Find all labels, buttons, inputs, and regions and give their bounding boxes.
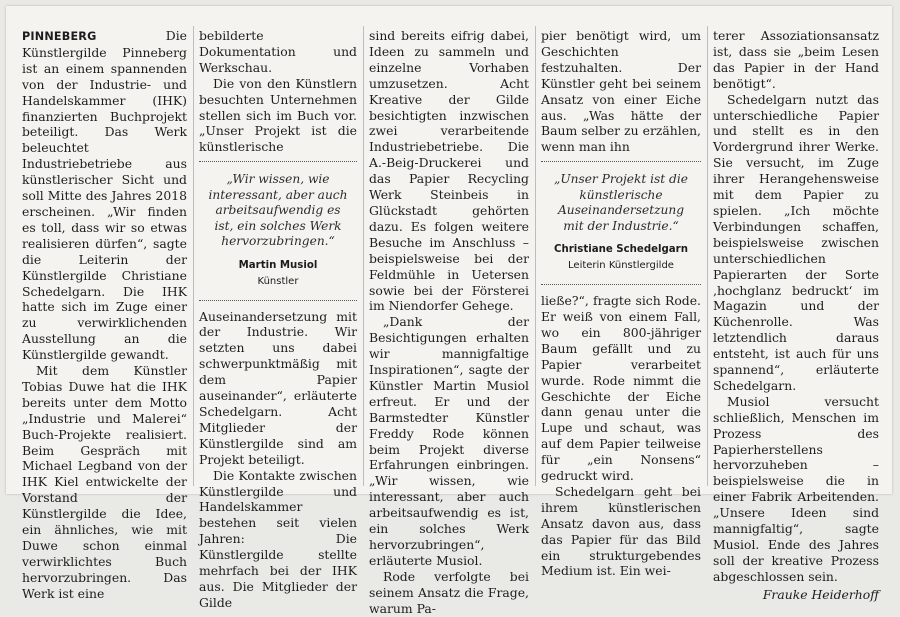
column-divider	[363, 26, 364, 486]
column-divider	[535, 26, 536, 486]
dateline: PINNEBERG	[22, 30, 97, 43]
paragraph: Die Kontakte zwischen Künstlergilde und Handelskammer bestehen seit vielen Jahren: Die Künstlergilde stellte mehrfach bei der IHK aus. Die Mitglieder der Gilde	[199, 467, 357, 610]
paragraph: Musiol versucht schließlich, Menschen im Prozess des Papierherstellens hervorzuheben – beispielsweise die in einer Fabrik Arbeitenden. „Unsere Ideen sind mannigfaltig“, sagte Musiol. Ende des Jahres soll der kreative Prozess abgeschlossen sein.	[713, 393, 879, 584]
paragraph: Mit dem Künstler Tobias Duwe hat die IHK bereits unter dem Motto „Industrie und Malerei“ Buch-Projekte realisiert. Beim Gespräch mit Michael Legband von der IHK Kiel entwickelte der Vorstand der Künstlergilde die Idee, ein ähnliches, wie mit Duwe schon einmal verwirklichtes Buch hervorzubringen. Das Werk ist eine	[22, 363, 187, 601]
paragraph: ließe?“, fragte sich Rode. Er weiß von einem Fall, wo ein 800-jähriger Baum gefällt und zu Papier verarbeitet wurde. Rode nimmt die Geschichte der Eiche dann genau unter die Lupe und schaut, was auf dem Papier teilweise für „ein Nonsens“ gedruckt wird.	[541, 293, 701, 484]
paragraph: Schedelgarn geht bei ihrem künstlerischen Ansatz davon aus, dass das Papier für das Bild ein strukturgebendes Medium ist. Ein wei-	[541, 483, 701, 579]
paragraph: Rode verfolgte bei seinem Ansatz die Frage, warum Pa-	[369, 568, 529, 616]
column-3	[369, 28, 529, 616]
pull-quote-text: „Wir wissen, wie interessant, aber auch arbeitsaufwendig es ist, ein solches Werk hervorzubringen.“	[208, 172, 348, 249]
pull-quote-role: Künstler	[257, 275, 299, 287]
pull-quote-name: Christiane Schedelgarn	[554, 244, 688, 256]
paragraph: Auseinandersetzung mit der Industrie. Wir setzten uns dabei schwerpunktmäßig mit dem Papier auseinander“, erläuterte Schedelgarn. Acht Mitglieder der Künstlergilde sind am Projekt beteiligt.	[199, 308, 357, 467]
pull-quote-role: Leiterin Künstlergilde	[568, 260, 674, 272]
column-5	[713, 28, 879, 602]
pull-quote-musiol	[199, 161, 357, 300]
newspaper-clipping	[6, 6, 892, 616]
paragraph: bebilderte Dokumentation und Werkschau.	[199, 28, 357, 75]
paragraph: „Dank der Besichtigungen erhalten wir mannigfaltige Inspirationen“, sagte der Künstler Martin Musiol erfreut. Er und der Barmstedter Künstler Freddy Rode können beim Projekt diverse Erfahrungen einbringen. „Wir wissen, wie interessant, aber auch arbeitsaufwendig es ist, ein solches Werk hervorzubringen“, erläuterte Musiol.	[369, 314, 529, 568]
paragraph: Die von den Künstlern besuchten Unternehmen stellen sich im Buch vor. „Unser Projekt ist die künstlerische	[199, 75, 357, 155]
column-1	[22, 28, 187, 601]
pull-quote-schedelgarn	[541, 161, 701, 285]
paragraph: sind bereits eifrig dabei, Ideen zu sammeln und einzelne Vorhaben umzusetzen. Acht Kreative der Gilde besichtigten inzwischen zwei verarbeitende Industriebetriebe. Die A.-Beig-Druckerei und das Papier Recycling Werk Steinbeis in Glückstadt gehörten dazu. Es folgen weitere Besuche im Anschluss – beispielsweise bei der Feldmühle in Uetersen sowie bei der Försterei im Niendorfer Gehege.	[369, 28, 529, 314]
column-divider	[707, 26, 708, 486]
pull-quote-text: „Unser Projekt ist die künstlerische Auseinandersetzung mit der Industrie.“	[554, 172, 688, 233]
author-byline: Frauke Heiderhoff	[762, 586, 879, 602]
column-2	[199, 28, 357, 610]
pull-quote-name: Martin Musiol	[238, 259, 318, 271]
column-divider	[193, 26, 194, 486]
paragraph	[22, 28, 187, 363]
paragraph: terer Assoziationsansatz ist, dass sie „beim Lesen das Papier in der Hand benötigt“.	[713, 28, 879, 91]
paragraph: pier benötigt wird, um Geschichten festzuhalten. Der Künstler geht bei seinem Ansatz von einer Eiche aus. „Was hätte der Baum selber zu erzählen, wenn man ihn	[541, 28, 701, 155]
paragraph: Schedelgarn nutzt das unterschiedliche Papier und stellt es in den Vordergrund ihrer Werke. Sie versucht, im Zuge ihrer Herangehensweise mit dem Papier zu spielen. „Ich möchte Verbindungen schaffen, beispielsweise zwischen unterschiedlichen Papierarten der Sorte ‚hochglanz bedruckt‘ im Magazin und der Küchenrolle. Was letztendlich daraus entsteht, ist auch für uns spannend“, erläuterte Schedelgarn.	[713, 91, 879, 393]
column-4	[541, 28, 701, 579]
paragraph-text: Die Künstlergilde Pinneberg ist an einem spannenden von der Industrie- und Handelskammer (IHK) finanzierten Buchprojekt beteiligt. Das Werk beleuchtet Industriebetriebe aus künstlerischer Sicht und soll Mitte des Jahres 2018 erscheinen. „Wir finden es toll, dass wir so etwas realisieren dürfen“, sagte die Leiterin der Künstlergilde Christiane Schedelgarn. Die IHK hatte sich im Zuge einer zu verwirklichenden Ausstellung an die Künstlergilde gewandt.	[22, 28, 187, 363]
